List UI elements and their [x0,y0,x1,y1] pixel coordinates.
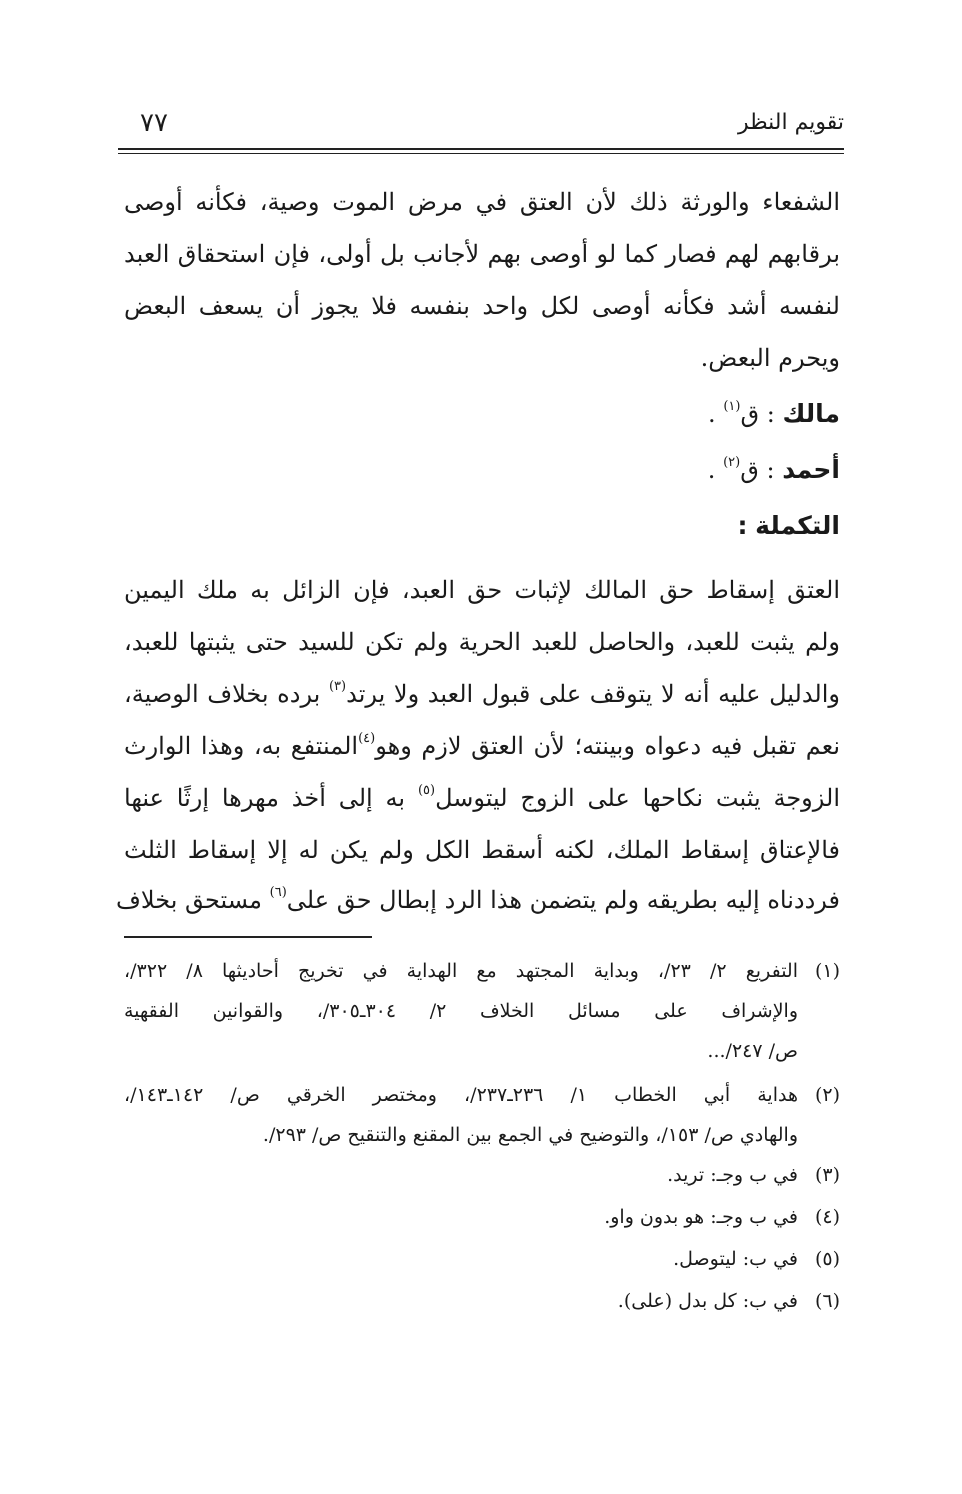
footnote-number: (٣) [814,1164,840,1186]
takmila-label: التكملة [755,511,840,540]
malik-entry [124,398,840,430]
footnote-number: (٦) [814,1290,840,1312]
footnote-text: والإشراف على مسائل الخلاف ٢/ ٣٠٤ـ٣٠٥/، والقوانين الفقهية [124,1000,798,1022]
text-segment: والدليل عليه أنه لا يتوقف على قبول العبد ولا يرتد [346,680,840,708]
takmila-colon: : [737,511,748,540]
footnote-ref: (٤) [358,731,376,746]
ahmad-label: أحمد [782,455,840,484]
footnote-number: (٥) [814,1248,840,1270]
takmila-heading [124,510,840,542]
running-header [118,110,844,146]
text-segment: مستحق بخلاف [116,886,270,914]
footnote-text: والهادي ص/ ١٥٣/، والتوضيح في الجمع بين المقنع والتنقيح ص/ ٢٩٣/. [262,1124,798,1146]
text-segment: المنتفع به، وهذا الوارث [124,732,359,760]
footnote-number: (٢) [814,1084,840,1106]
text-segment: الزوجة يثبت نكاحها على الزوج ليتوسل [435,784,840,812]
footnote-ref: (١) [723,399,741,414]
text-segment: به إلى أخذ مهرها إرثًا عنها [124,784,418,812]
footnote-ref: (٢) [723,455,741,470]
body-line [124,678,840,710]
page-number: ٧٧ [140,108,168,138]
body-line: لنفسه أشد فكأنه أوصى لكل واحد بنفسه فلا يجوز أن يسعف البعض [124,292,840,320]
body-line [124,730,840,762]
footnote-ref: (٥) [417,783,436,798]
body-line [124,782,840,814]
malik-text: : ق [740,400,775,428]
text-segment: برده بخلاف الوصية، [124,680,329,708]
body-line: ولم يثبت للعبد، والحاصل للعبد الحرية ولم تكن للسيد حتى يثبتها للعبد، [124,628,840,656]
header-rule-thick [118,148,844,150]
body-line [116,884,840,916]
text-segment: نعم تقبل فيه دعواه وبينته؛ لأن العتق لازم وهو [375,732,840,760]
footnote-number: (١) [814,960,840,982]
footnote-text: هداية أبي الخطاب ١/ ٢٣٦ـ٢٣٧/، ومختصر الخرقي ص/ ١٤٢ـ١٤٣/، [124,1084,798,1106]
footnote-text: التفريع ٢/ ٢٣/، وبداية المجتهد مع الهداية في تخريج أحاديثها ٨/ ٣٢٢/، [124,960,798,982]
body-line: فالإعتاق إسقاط الملك، لكنه أسقط الكل ولم يكن له إلا إسقاط الثلث [124,836,840,864]
footnote-ref: (٣) [328,679,347,694]
text-segment: فرددناه إليه بطريقه ولم يتضمن هذا الرد إبطال حق على [286,886,840,914]
footnote-text: في ب: ليتوصل. [673,1248,798,1270]
footnote-text: في ب وجـ: هو بدون واو. [604,1206,798,1228]
body-line: برقابهم لهم فصار كما لو أوصى بهم لأجانب بل أولى، فإن استحقاق العبد [124,240,840,268]
ahmad-text: : ق [740,456,775,484]
malik-end: . [708,400,716,428]
footnote-text: في ب: كل بدل (على). [617,1290,798,1312]
header-rule-thin [118,153,844,154]
running-title: تقويم النظر [737,110,844,135]
ahmad-end: . [707,456,716,484]
ahmad-entry [124,454,840,486]
malik-label: مالك [782,399,840,428]
footnote-ref: (٦) [269,885,287,900]
body-line: الشفعاء والورثة ذلك لأن العتق في مرض الموت وصية، فكأنه أوصى [124,188,840,216]
footnote-number: (٤) [814,1206,840,1228]
footnote-separator [124,936,372,938]
footnote-text: في ب وجـ: تريد. [667,1164,798,1186]
body-line: العتق إسقاط حق المالك لإثبات حق العبد، فإن الزائل به ملك اليمين [124,576,840,604]
footnote-text: ص/ ٢٤٧/... [707,1040,798,1062]
body-line: ويحرم البعض. [700,344,840,372]
